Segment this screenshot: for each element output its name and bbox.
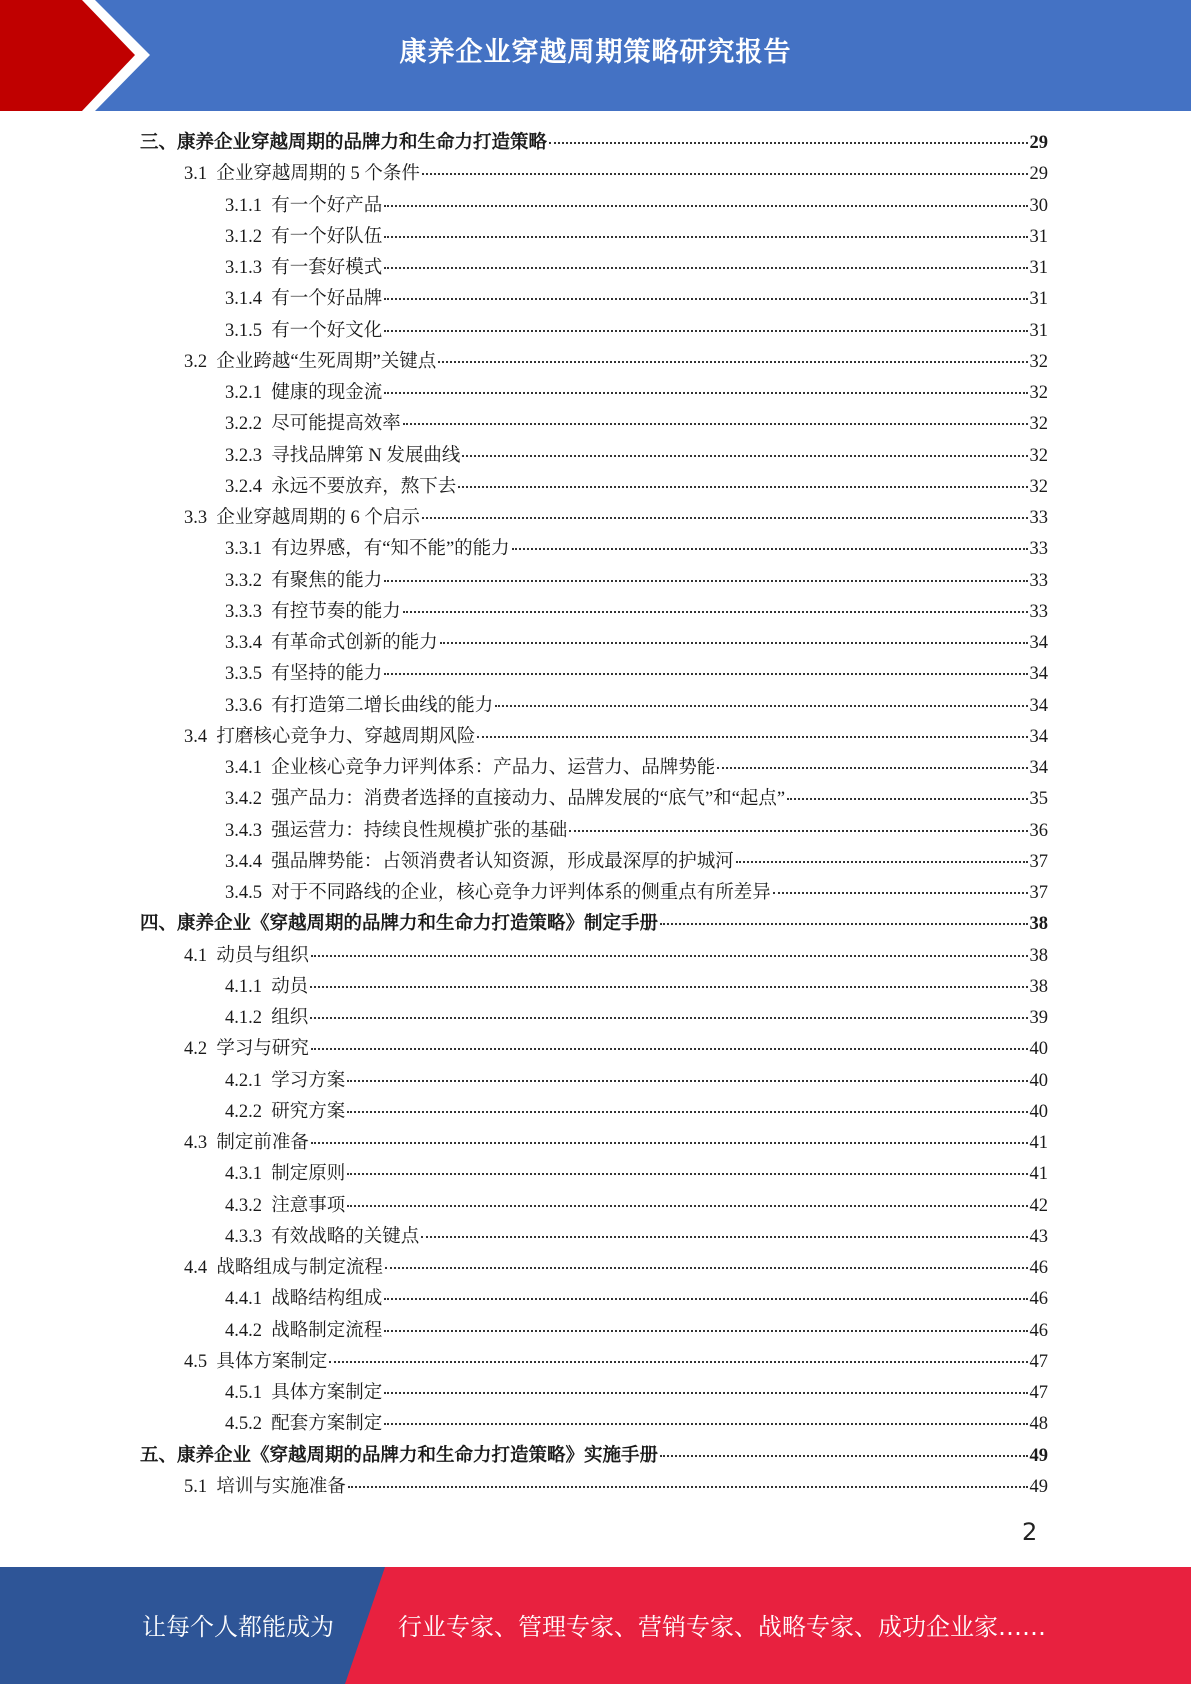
toc-entry[interactable] xyxy=(140,1472,1048,1503)
toc-entry-title: 动员 xyxy=(271,976,309,997)
toc-entry-page: 41 xyxy=(1029,1164,1048,1185)
toc-entry[interactable] xyxy=(140,878,1048,909)
toc-dot-leader xyxy=(569,829,1027,832)
toc-entry-title: 健康的现金流 xyxy=(271,383,383,403)
toc-entry-number: 4.5 xyxy=(184,1351,217,1372)
toc-dot-leader xyxy=(422,516,1028,519)
toc-dot-leader xyxy=(311,1141,1028,1144)
toc-entry-page: 47 xyxy=(1029,1383,1048,1403)
toc-dot-leader xyxy=(384,1391,1027,1394)
toc-entry[interactable] xyxy=(140,691,1048,722)
toc-entry[interactable] xyxy=(140,1097,1048,1128)
toc-entry-number: 4.3.1 xyxy=(225,1164,272,1185)
toc-entry-number: 4.5.1 xyxy=(225,1383,272,1403)
toc-dot-leader xyxy=(736,860,1028,863)
toc-entry-title: 企业跨越“生死周期”关键点 xyxy=(216,351,437,372)
toc-entry[interactable] xyxy=(140,1003,1048,1034)
toc-dot-leader xyxy=(773,891,1028,894)
toc-dot-leader xyxy=(384,297,1027,300)
toc-entry-number: 4.2.2 xyxy=(225,1101,272,1122)
toc-entry[interactable] xyxy=(140,1441,1048,1472)
toc-dot-leader xyxy=(384,579,1027,582)
toc-dot-leader xyxy=(477,735,1027,738)
toc-entry[interactable] xyxy=(140,503,1048,534)
toc-entry[interactable] xyxy=(140,1378,1048,1409)
toc-entry-title: 培训与实施准备 xyxy=(216,1476,346,1497)
toc-entry-number: 三、 xyxy=(140,133,178,153)
toc-entry-title: 有效战略的关键点 xyxy=(271,1226,420,1247)
toc-entry-title: 战略结构组成 xyxy=(271,1289,383,1310)
toc-entry[interactable] xyxy=(140,222,1048,253)
toc-entry-number: 3.2.3 xyxy=(225,445,272,466)
toc-entry[interactable] xyxy=(140,441,1048,472)
toc-entry-page: 46 xyxy=(1029,1258,1048,1278)
toc-entry-number: 3.4.3 xyxy=(225,820,272,841)
toc-entry[interactable] xyxy=(140,1347,1048,1378)
toc-entry-title: 强运营力：持续良性规模扩张的基础 xyxy=(271,820,568,841)
toc-entry-number: 4.2 xyxy=(184,1039,217,1060)
toc-entry-title: 尽可能提高效率 xyxy=(271,414,401,435)
toc-entry[interactable] xyxy=(140,284,1048,315)
toc-entry-page: 35 xyxy=(1029,789,1048,810)
toc-dot-leader xyxy=(384,329,1027,332)
toc-entry-title: 战略制定流程 xyxy=(271,1320,383,1341)
toc-entry-page: 41 xyxy=(1029,1133,1048,1153)
toc-entry-title: 战略组成与制定流程 xyxy=(216,1258,383,1278)
table-of-contents xyxy=(140,128,1048,1503)
toc-entry[interactable] xyxy=(140,534,1048,565)
toc-entry-page: 32 xyxy=(1029,445,1048,466)
toc-entry-page: 31 xyxy=(1029,226,1048,247)
toc-entry[interactable] xyxy=(140,753,1048,784)
toc-entry-title: 有革命式创新的能力 xyxy=(271,633,438,653)
toc-entry-number: 四、 xyxy=(140,914,178,935)
toc-entry-page: 31 xyxy=(1029,289,1048,310)
toc-entry-page: 33 xyxy=(1029,570,1048,591)
toc-dot-leader xyxy=(384,1329,1027,1332)
toc-entry-title: 组织 xyxy=(271,1008,309,1028)
toc-entry[interactable] xyxy=(140,253,1048,284)
toc-entry-page: 34 xyxy=(1029,633,1048,653)
toc-dot-leader xyxy=(311,954,1028,957)
toc-entry-title: 有坚持的能力 xyxy=(271,664,383,685)
toc-entry-page: 31 xyxy=(1029,258,1048,278)
toc-entry[interactable] xyxy=(140,816,1048,847)
toc-entry[interactable] xyxy=(140,1222,1048,1253)
toc-entry-title: 配套方案制定 xyxy=(271,1414,383,1435)
toc-entry-title: 康养企业《穿越周期的品牌力和生命力打造策略》实施手册 xyxy=(177,1445,659,1466)
toc-entry-title: 有边界感，有“知不能”的能力 xyxy=(271,539,510,560)
toc-entry-page: 33 xyxy=(1029,539,1048,560)
toc-entry-title: 有一个好产品 xyxy=(271,195,383,216)
toc-entry-title: 动员与组织 xyxy=(216,945,309,966)
toc-dot-leader xyxy=(421,1235,1027,1238)
toc-entry-title: 有控节奏的能力 xyxy=(271,601,401,622)
toc-entry-number: 3.4 xyxy=(184,726,217,747)
toc-dot-leader xyxy=(403,422,1028,425)
toc-dot-leader xyxy=(348,1485,1028,1488)
toc-entry[interactable] xyxy=(140,472,1048,503)
toc-entry-number: 4.1 xyxy=(184,945,217,966)
toc-dot-leader xyxy=(384,672,1027,675)
toc-dot-leader xyxy=(512,547,1028,550)
toc-entry[interactable] xyxy=(140,1128,1048,1159)
toc-dot-leader xyxy=(384,391,1027,394)
toc-entry-number: 3.2.2 xyxy=(225,414,272,435)
toc-entry-page: 48 xyxy=(1029,1414,1048,1435)
toc-dot-leader xyxy=(440,641,1028,644)
toc-dot-leader xyxy=(347,1079,1027,1082)
toc-entry[interactable] xyxy=(140,1284,1048,1315)
toc-entry-number: 3.1 xyxy=(184,164,217,185)
toc-entry-title: 对于不同路线的企业，核心竞争力评判体系的侧重点有所差异 xyxy=(271,883,771,903)
toc-entry[interactable] xyxy=(140,909,1048,940)
toc-dot-leader xyxy=(660,922,1027,925)
toc-dot-leader xyxy=(329,1360,1027,1363)
toc-entry-title: 制定前准备 xyxy=(216,1133,309,1153)
toc-entry-title: 研究方案 xyxy=(271,1101,346,1122)
toc-entry-page: 29 xyxy=(1029,164,1048,185)
toc-dot-leader xyxy=(384,1422,1027,1425)
toc-entry-page: 32 xyxy=(1029,414,1048,435)
toc-dot-leader xyxy=(660,1454,1027,1457)
toc-entry-page: 39 xyxy=(1029,1008,1048,1028)
toc-entry[interactable] xyxy=(140,1409,1048,1440)
toc-entry-number: 五、 xyxy=(140,1445,178,1466)
page-number: 2 xyxy=(1022,1518,1038,1546)
toc-entry-title: 有一个好品牌 xyxy=(271,289,383,310)
toc-entry-page: 38 xyxy=(1029,914,1048,935)
toc-entry-number: 3.4.5 xyxy=(225,883,272,903)
toc-entry-page: 32 xyxy=(1029,476,1048,497)
toc-dot-leader xyxy=(717,766,1027,769)
toc-entry-title: 强品牌势能：占领消费者认知资源，形成最深厚的护城河 xyxy=(271,851,734,872)
toc-entry-title: 学习与研究 xyxy=(216,1039,309,1060)
toc-entry-number: 4.4.1 xyxy=(225,1289,272,1310)
toc-entry-number: 3.3.2 xyxy=(225,570,272,591)
toc-entry-number: 3.1.3 xyxy=(225,258,272,278)
toc-entry[interactable] xyxy=(140,409,1048,440)
toc-entry-number: 3.1.2 xyxy=(225,226,272,247)
toc-entry[interactable] xyxy=(140,847,1048,878)
toc-entry[interactable] xyxy=(140,128,1048,159)
toc-dot-leader xyxy=(311,1047,1028,1050)
toc-entry-title: 制定原则 xyxy=(271,1164,346,1185)
toc-entry-title: 企业穿越周期的 5 个条件 xyxy=(216,164,420,185)
toc-entry[interactable] xyxy=(140,1316,1048,1347)
toc-entry-page: 46 xyxy=(1029,1320,1048,1341)
toc-entry[interactable] xyxy=(140,566,1048,597)
toc-entry-page: 32 xyxy=(1029,383,1048,403)
toc-entry-page: 29 xyxy=(1029,133,1048,153)
toc-dot-leader xyxy=(384,1297,1027,1300)
toc-entry-page: 33 xyxy=(1029,601,1048,622)
toc-entry-number: 3.2.1 xyxy=(225,383,272,403)
toc-entry-number: 3.1.5 xyxy=(225,320,272,341)
toc-entry[interactable] xyxy=(140,1066,1048,1097)
toc-entry[interactable] xyxy=(140,1191,1048,1222)
toc-dot-leader xyxy=(438,360,1027,363)
toc-entry-page: 32 xyxy=(1029,351,1048,372)
toc-entry-title: 具体方案制定 xyxy=(216,1351,328,1372)
toc-entry-number: 3.3.1 xyxy=(225,539,272,560)
toc-entry-page: 49 xyxy=(1029,1476,1048,1497)
toc-entry-title: 永远不要放弃，熬下去 xyxy=(271,476,457,497)
toc-entry-number: 3.3.3 xyxy=(225,601,272,622)
page-header xyxy=(0,0,1191,111)
toc-entry[interactable] xyxy=(140,347,1048,378)
toc-entry-page: 36 xyxy=(1029,820,1048,841)
toc-entry[interactable] xyxy=(140,378,1048,409)
toc-entry-number: 3.3.6 xyxy=(225,695,272,716)
page-footer xyxy=(0,1567,1191,1684)
toc-entry[interactable] xyxy=(140,316,1048,347)
toc-entry[interactable] xyxy=(140,1159,1048,1190)
toc-entry-title: 企业核心竞争力评判体系：产品力、运营力、品牌势能 xyxy=(271,758,716,778)
toc-entry[interactable] xyxy=(140,159,1048,190)
toc-entry-page: 42 xyxy=(1029,1195,1048,1216)
toc-entry-title: 企业穿越周期的 6 个启示 xyxy=(216,508,420,528)
toc-entry-title: 康养企业穿越周期的品牌力和生命力打造策略 xyxy=(177,133,548,153)
toc-entry-number: 3.4.4 xyxy=(225,851,272,872)
toc-entry-title: 寻找品牌第 N 发展曲线 xyxy=(271,445,461,466)
toc-entry-page: 37 xyxy=(1029,883,1048,903)
toc-entry-number: 3.4.2 xyxy=(225,789,272,810)
toc-dot-leader xyxy=(549,141,1027,144)
toc-entry-page: 34 xyxy=(1029,695,1048,716)
toc-entry-number: 3.3 xyxy=(184,508,217,528)
footer-slogan-left: 让每个人都能成为 xyxy=(142,1613,334,1641)
toc-entry-number: 3.1.1 xyxy=(225,195,272,216)
toc-entry-number: 4.3 xyxy=(184,1133,217,1153)
toc-entry-number: 3.2 xyxy=(184,351,217,372)
footer-slogan-right: 行业专家、管理专家、营销专家、战略专家、成功企业家…… xyxy=(398,1613,1046,1641)
toc-entry-number: 3.4.1 xyxy=(225,758,272,778)
toc-entry-page: 49 xyxy=(1029,1445,1048,1466)
toc-entry-number: 3.3.4 xyxy=(225,633,272,653)
toc-entry-number: 5.1 xyxy=(184,1476,217,1497)
toc-dot-leader xyxy=(403,610,1028,613)
toc-entry-number: 4.5.2 xyxy=(225,1414,272,1435)
toc-dot-leader xyxy=(458,485,1027,488)
toc-entry[interactable] xyxy=(140,722,1048,753)
toc-entry-number: 4.1.1 xyxy=(225,976,272,997)
toc-dot-leader xyxy=(347,1172,1027,1175)
toc-entry-page: 34 xyxy=(1029,758,1048,778)
toc-entry-title: 强产品力：消费者选择的直接动力、品牌发展的“底气”和“起点” xyxy=(271,789,786,810)
toc-entry-page: 37 xyxy=(1029,851,1048,872)
toc-dot-leader xyxy=(384,266,1027,269)
toc-dot-leader xyxy=(310,1016,1027,1019)
toc-dot-leader xyxy=(422,172,1028,175)
toc-entry[interactable] xyxy=(140,1253,1048,1284)
toc-entry-page: 30 xyxy=(1029,195,1048,216)
toc-entry-page: 34 xyxy=(1029,726,1048,747)
toc-dot-leader xyxy=(385,1266,1028,1269)
toc-entry[interactable] xyxy=(140,1034,1048,1065)
toc-entry[interactable] xyxy=(140,597,1048,628)
report-title: 康养企业穿越周期策略研究报告 xyxy=(399,37,792,68)
toc-entry-number: 4.4 xyxy=(184,1258,217,1278)
toc-entry-page: 46 xyxy=(1029,1289,1048,1310)
toc-entry-page: 47 xyxy=(1029,1351,1048,1372)
toc-entry-number: 3.1.4 xyxy=(225,289,272,310)
toc-entry-page: 40 xyxy=(1029,1039,1048,1060)
toc-entry-title: 注意事项 xyxy=(271,1195,346,1216)
toc-dot-leader xyxy=(495,704,1027,707)
toc-entry-title: 有聚焦的能力 xyxy=(271,570,383,591)
toc-dot-leader xyxy=(347,1204,1027,1207)
toc-entry-page: 34 xyxy=(1029,664,1048,685)
toc-entry-page: 40 xyxy=(1029,1070,1048,1091)
toc-dot-leader xyxy=(462,454,1027,457)
toc-entry-title: 有一个好队伍 xyxy=(271,226,383,247)
toc-entry-title: 康养企业《穿越周期的品牌力和生命力打造策略》制定手册 xyxy=(177,914,659,935)
toc-entry-number: 4.2.1 xyxy=(225,1070,272,1091)
toc-entry-number: 3.3.5 xyxy=(225,664,272,685)
toc-entry[interactable] xyxy=(140,659,1048,690)
toc-entry-number: 4.1.2 xyxy=(225,1008,272,1028)
toc-entry-page: 43 xyxy=(1029,1226,1048,1247)
toc-dot-leader xyxy=(347,1110,1027,1113)
toc-entry-number: 4.3.3 xyxy=(225,1226,272,1247)
toc-entry-title: 学习方案 xyxy=(271,1070,346,1091)
toc-entry-number: 4.4.2 xyxy=(225,1320,272,1341)
toc-entry-page: 38 xyxy=(1029,976,1048,997)
toc-entry[interactable] xyxy=(140,941,1048,972)
toc-entry-title: 有打造第二增长曲线的能力 xyxy=(271,695,494,716)
toc-entry[interactable] xyxy=(140,972,1048,1003)
toc-dot-leader xyxy=(384,204,1027,207)
toc-dot-leader xyxy=(310,985,1027,988)
toc-dot-leader xyxy=(787,797,1027,800)
toc-entry-title: 有一个好文化 xyxy=(271,320,383,341)
toc-entry-page: 40 xyxy=(1029,1101,1048,1122)
toc-entry-title: 打磨核心竞争力、穿越周期风险 xyxy=(216,726,476,747)
toc-dot-leader xyxy=(384,235,1027,238)
toc-entry-page: 31 xyxy=(1029,320,1048,341)
toc-entry-number: 3.2.4 xyxy=(225,476,272,497)
toc-entry[interactable] xyxy=(140,628,1048,659)
toc-entry-number: 4.3.2 xyxy=(225,1195,272,1216)
toc-entry-page: 38 xyxy=(1029,945,1048,966)
toc-entry[interactable] xyxy=(140,191,1048,222)
toc-entry-title: 具体方案制定 xyxy=(271,1383,383,1403)
toc-entry-title: 有一套好模式 xyxy=(271,258,383,278)
toc-entry-page: 33 xyxy=(1029,508,1048,528)
toc-entry[interactable] xyxy=(140,784,1048,815)
